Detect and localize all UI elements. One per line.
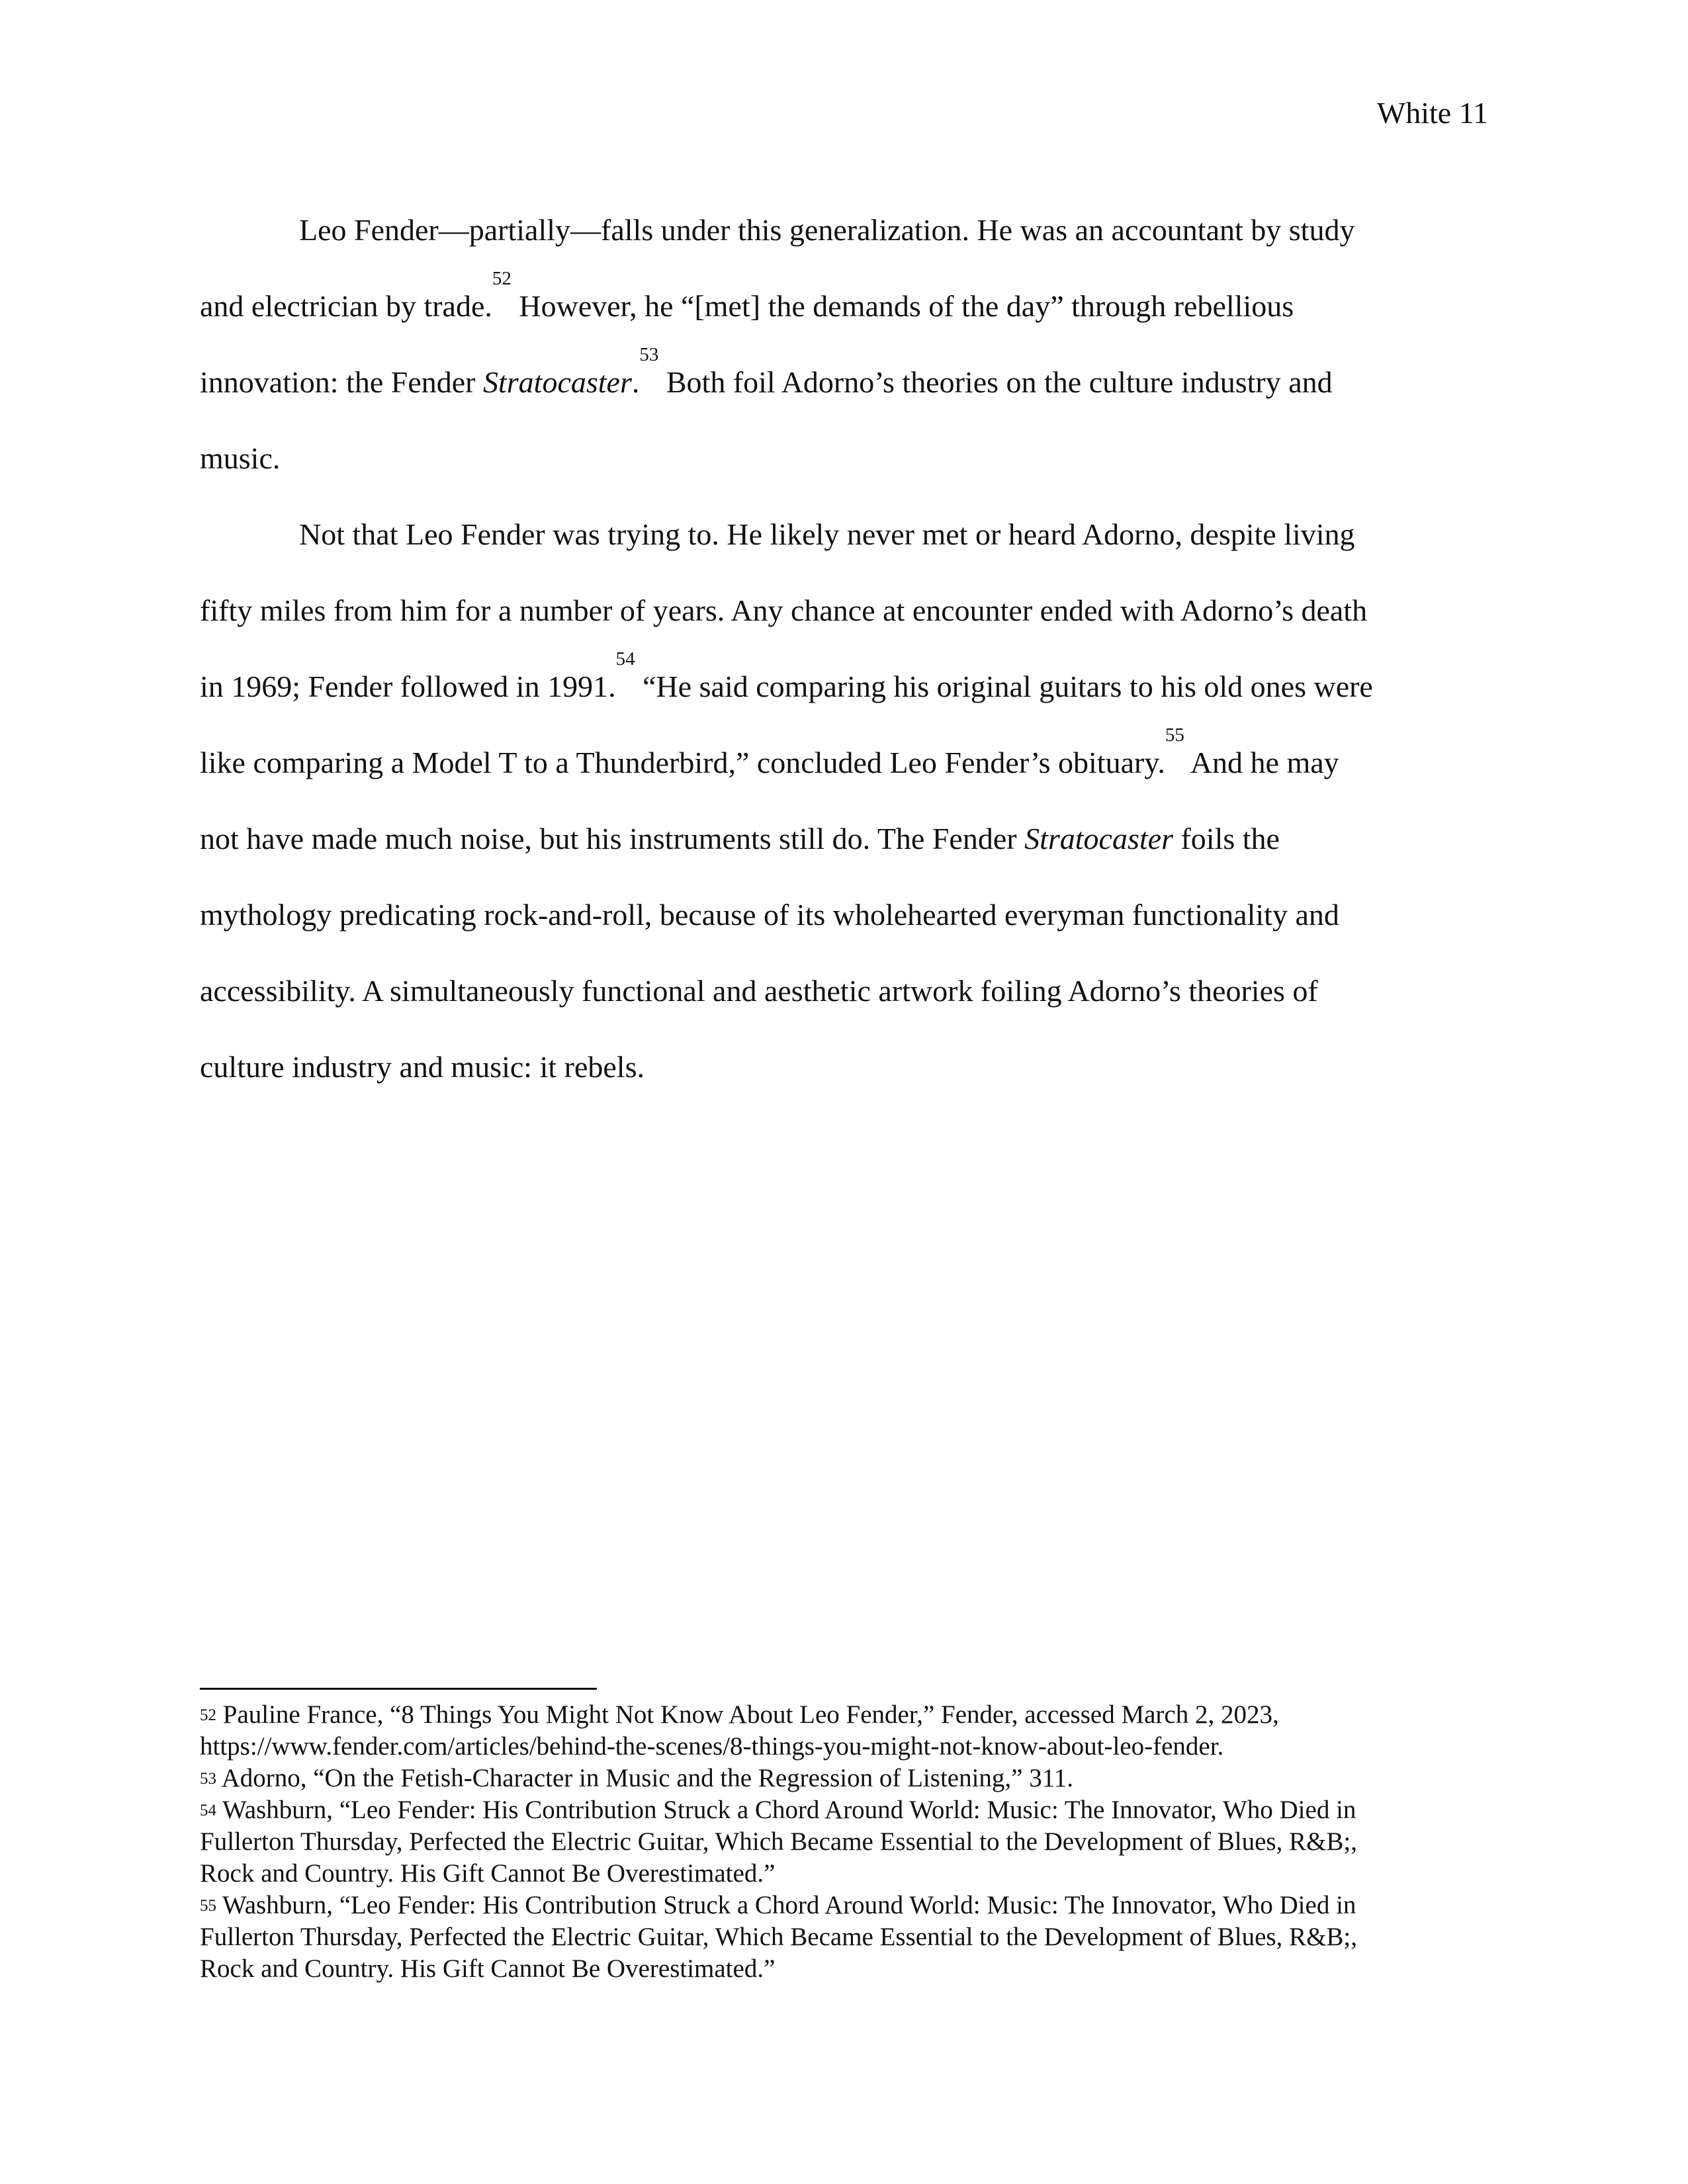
body-paragraph: [200, 192, 1490, 496]
text-line: and electrician by trade.$^{52}$ However, he “[met] the demands of the day” through rebellious: [200, 268, 1294, 323]
footnote-separator: [200, 1688, 597, 1690]
body-paragraph: [200, 496, 1490, 1105]
footnote-54: [200, 1794, 1490, 1890]
footnote-55: [200, 1890, 1490, 1985]
text-line: innovation: the Fender Stratocaster.$^{53}$ Both foil Adorno’s theories on the culture industry and: [200, 344, 1333, 399]
footnote-line: Rock and Country. His Gift Cannot Be Overestimated.”: [200, 1859, 776, 1888]
text-line: in 1969; Fender followed in 1991.54 “He said comparing his original guitars to his old ones were: [200, 648, 1373, 703]
footnote-reference[interactable]: 53: [639, 344, 659, 365]
text-line: fifty miles from him for a number of years. Any chance at encounter ended with Adorno’s death: [200, 593, 1368, 627]
footnote-52: [200, 1699, 1490, 1763]
italic-title: Stratocaster: [1024, 822, 1173, 855]
footnote-reference[interactable]: 54: [615, 648, 635, 670]
footnote-line: https://www.fender.com/articles/behind-the-scenes/8-things-you-might-not-know-about-leo-fender.: [200, 1732, 1224, 1761]
footnote-line: Rock and Country. His Gift Cannot Be Overestimated.”: [200, 1954, 776, 1983]
footnote-number: 53: [200, 1770, 216, 1788]
text-line: mythology predicating rock-and-roll, because of its wholehearted everyman functionality and: [200, 898, 1339, 932]
footnotes: [200, 1699, 1490, 1985]
footnote-number: 54: [200, 1802, 216, 1819]
footnote-number: 55: [200, 1897, 216, 1915]
footnote-line: $^{55}$ Washburn, “Leo Fender: His Contribution Struck a Chord Around World: Music: The Innovator, Who Died in: [200, 1891, 1356, 1919]
footnote-line: $^{53}$ Adorno, “On the Fetish-Character in Music and the Regression of Listening,” 311.: [200, 1764, 1074, 1792]
text-line: Not that Leo Fender was trying to. He likely never met or heard Adorno, despite living: [299, 517, 1355, 551]
footnote-reference[interactable]: 52: [492, 268, 511, 289]
footnote-line: $^{52}$ Pauline France, “8 Things You Might Not Know About Leo Fender,” Fender, accessed March 2, 2023,: [200, 1700, 1279, 1729]
footnote-line: Fullerton Thursday, Perfected the Electric Guitar, Which Became Essential to the Development of Blues, R&B;,: [200, 1923, 1358, 1951]
text-line: culture industry and music: it rebels.: [200, 1050, 644, 1084]
footnote-line: $^{54}$ Washburn, “Leo Fender: His Contribution Struck a Chord Around World: Music: The Innovator, Who Died in: [200, 1796, 1356, 1824]
running-head: White 11: [1376, 96, 1488, 130]
body-text: [200, 192, 1490, 1105]
footnote-line: Fullerton Thursday, Perfected the Electric Guitar, Which Became Essential to the Development of Blues, R&B;,: [200, 1827, 1358, 1856]
text-line: like comparing a Model T to a Thunderbird,” concluded Leo Fender’s obituary.$^{55}$ And he may: [200, 724, 1339, 779]
text-line: Leo Fender—partially—falls under this generalization. He was an accountant by study: [299, 213, 1355, 247]
text-line: accessibility. A simultaneously functional and aesthetic artwork foiling Adorno’s theories of: [200, 974, 1318, 1008]
italic-title: Stratocaster: [482, 365, 632, 399]
text-line: not have made much noise, but his instruments still do. The Fender Stratocaster foils the: [200, 822, 1280, 855]
footnote-reference[interactable]: 55: [1165, 724, 1184, 746]
text-line: music.: [200, 441, 281, 475]
footnote-number: 52: [200, 1706, 216, 1724]
footnote-53: [200, 1763, 1490, 1794]
